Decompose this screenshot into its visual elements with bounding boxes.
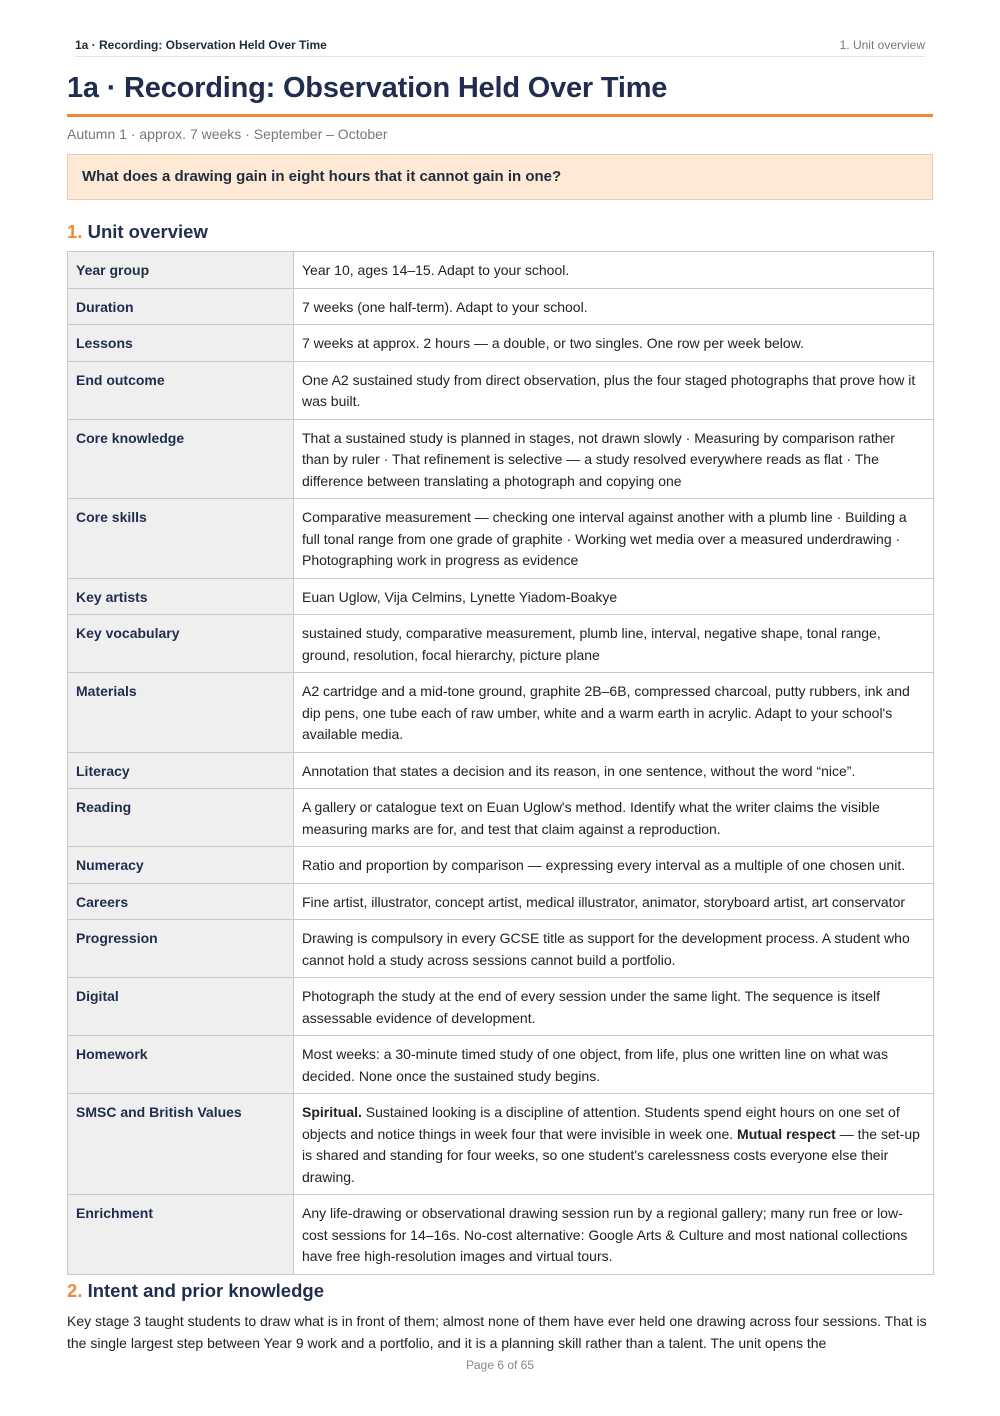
table-row	[68, 920, 934, 978]
row-value: 7 weeks (one half-term). Adapt to your school.	[294, 288, 934, 325]
row-value: sustained study, comparative measurement, plumb line, interval, negative shape, tonal range, ground, resolution, focal hierarchy, picture plane	[294, 615, 934, 673]
row-label: Duration	[68, 288, 294, 325]
row-value: A gallery or catalogue text on Euan Uglow's method. Identify what the writer claims the visible measuring marks are for, and test that claim against a reproduction.	[294, 789, 934, 847]
row-value: Drawing is compulsory in every GCSE title as support for the development process. A student who cannot hold a study across sessions cannot build a portfolio.	[294, 920, 934, 978]
table-row	[68, 499, 934, 579]
table-row	[68, 673, 934, 753]
row-label: Core knowledge	[68, 419, 294, 499]
row-label: Homework	[68, 1036, 294, 1094]
row-label: Numeracy	[68, 847, 294, 884]
row-value: Comparative measurement — checking one interval against another with a plumb line · Building a full tonal range from one grade of graphite · Working wet media over a measured underdrawing · Photographing work in progress as evidence	[294, 499, 934, 579]
row-value: Any life-drawing or observational drawing session run by a regional gallery; many run free or low-cost sessions for 14–16s. No-cost alternative: Google Arts & Culture and most national collections have free high-resolution images and virtual tours.	[294, 1195, 934, 1275]
running-header-section: 1. Unit overview	[839, 38, 925, 52]
row-value: Photograph the study at the end of every session under the same light. The sequence is itself assessable evidence of development.	[294, 978, 934, 1036]
table-row	[68, 419, 934, 499]
row-label: Reading	[68, 789, 294, 847]
row-label: Lessons	[68, 325, 294, 362]
smsc-spiritual-label: Spiritual.	[302, 1104, 362, 1120]
key-question-box	[67, 154, 933, 200]
table-row	[68, 361, 934, 419]
row-label: Key vocabulary	[68, 615, 294, 673]
row-value	[294, 1094, 934, 1195]
row-label: End outcome	[68, 361, 294, 419]
table-row	[68, 883, 934, 920]
table-row	[68, 1094, 934, 1195]
document-page	[67, 0, 933, 1416]
section-heading-overview	[67, 220, 208, 244]
table-row	[68, 252, 934, 289]
page-footer: Page 6 of 65	[465, 1358, 535, 1372]
table-row	[68, 288, 934, 325]
row-value: That a sustained study is planned in stages, not drawn slowly · Measuring by comparison rather than by ruler · That refinement is selective — a study resolved everywhere reads as flat · The difference between translating a photograph and copying one	[294, 419, 934, 499]
page-subtitle: Autumn 1 · approx. 7 weeks · September – October	[67, 126, 388, 142]
page-title: 1a · Recording: Observation Held Over Time	[67, 72, 668, 104]
section-number: 1.	[67, 221, 83, 242]
row-value: Annotation that states a decision and its reason, in one sentence, without the word “nice”.	[294, 752, 934, 789]
row-value: Ratio and proportion by comparison — expressing every interval as a multiple of one chosen unit.	[294, 847, 934, 884]
table-row	[68, 578, 934, 615]
row-value: Fine artist, illustrator, concept artist, medical illustrator, animator, storyboard artist, art conservator	[294, 883, 934, 920]
row-label: Year group	[68, 252, 294, 289]
row-label: Careers	[68, 883, 294, 920]
section-title: Unit overview	[87, 221, 208, 242]
row-label: Digital	[68, 978, 294, 1036]
title-rule	[67, 114, 933, 117]
key-question-text: What does a drawing gain in eight hours that it cannot gain in one?	[82, 168, 562, 185]
row-value: Euan Uglow, Vija Celmins, Lynette Yiadom-Boakye	[294, 578, 934, 615]
row-label: Progression	[68, 920, 294, 978]
section-number: 2.	[67, 1280, 83, 1301]
row-label: Enrichment	[68, 1195, 294, 1275]
row-label: Materials	[68, 673, 294, 753]
intent-paragraph: Key stage 3 taught students to draw what is in front of them; almost none of them have ever held one drawing across four sessions. That is the single largest step between Year 9 work and a portfolio, and it is a planning skill rather than a talent. The unit opens the	[67, 1313, 927, 1351]
section-title: Intent and prior knowledge	[87, 1280, 324, 1301]
row-label: SMSC and British Values	[68, 1094, 294, 1195]
row-label: Key artists	[68, 578, 294, 615]
table-row	[68, 978, 934, 1036]
section-heading-intent	[67, 1279, 324, 1303]
row-value: One A2 sustained study from direct observation, plus the four staged photographs that prove how it was built.	[294, 361, 934, 419]
table-row	[68, 789, 934, 847]
table-row	[68, 752, 934, 789]
running-header-title: 1a · Recording: Observation Held Over Time	[75, 38, 327, 52]
table-row	[68, 325, 934, 362]
row-label: Core skills	[68, 499, 294, 579]
smsc-mutual-label: Mutual respect	[737, 1125, 836, 1142]
running-header	[75, 38, 925, 57]
table-row	[68, 615, 934, 673]
row-value: Year 10, ages 14–15. Adapt to your school.	[294, 252, 934, 289]
row-value: 7 weeks at approx. 2 hours — a double, or two singles. One row per week below.	[294, 325, 934, 362]
row-value: Most weeks: a 30-minute timed study of one object, from life, plus one written line on what was decided. None once the sustained study begins.	[294, 1036, 934, 1094]
smsc-mutual-text: — the set-up is shared and standing for four weeks, so one student's carelessness costs everyone else their drawing.	[302, 1125, 920, 1185]
table-row	[68, 1036, 934, 1094]
unit-overview-table	[67, 251, 934, 1275]
table-row	[68, 847, 934, 884]
row-value: A2 cartridge and a mid-tone ground, graphite 2B–6B, compressed charcoal, putty rubbers, ink and dip pens, one tube each of raw umber, white and a warm earth in acrylic. Adapt to your school's available media.	[294, 673, 934, 753]
table-row	[68, 1195, 934, 1275]
row-label: Literacy	[68, 752, 294, 789]
smsc-spiritual-text: Sustained looking is a discipline of attention. Students spend eight hours on one set of objects and notice things in week four that were invisible in week one.	[302, 1104, 900, 1142]
